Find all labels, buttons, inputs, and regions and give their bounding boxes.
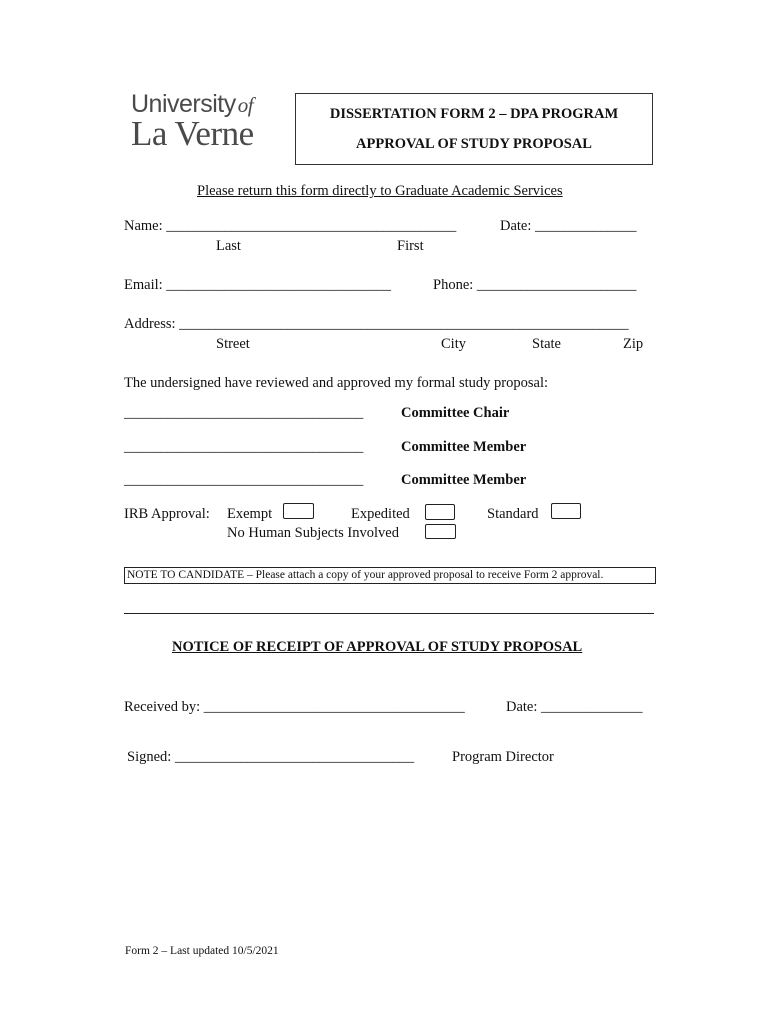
committee-member2-label: Committee Member — [401, 472, 527, 488]
expedited-label: Expedited — [351, 506, 410, 522]
note-to-candidate: NOTE TO CANDIDATE – Please attach a copy of your approved proposal to receive Form 2 approval. — [124, 567, 656, 584]
address-field[interactable]: Address: ______________________________________________________________ — [124, 316, 629, 332]
receipt-date-field[interactable]: Date: ______________ — [506, 699, 643, 715]
no-human-subjects-label: No Human Subjects Involved — [227, 525, 399, 541]
footer-version: Form 2 – Last updated 10/5/2021 — [125, 945, 279, 957]
program-director-label: Program Director — [452, 749, 554, 765]
logo-of-text: of — [237, 93, 254, 117]
committee-member1-signature-line[interactable]: _________________________________ — [124, 439, 364, 455]
last-label: Last — [216, 238, 241, 254]
phone-field[interactable]: Phone: ______________________ — [433, 277, 637, 293]
exempt-checkbox[interactable] — [283, 503, 314, 519]
first-label: First — [397, 238, 424, 254]
form-title-line2: APPROVAL OF STUDY PROPOSAL — [356, 136, 592, 152]
logo-university-text: University — [131, 90, 236, 118]
expedited-checkbox[interactable] — [425, 504, 455, 520]
received-by-field[interactable]: Received by: ____________________________________ — [124, 699, 465, 715]
exempt-label: Exempt — [227, 506, 273, 522]
standard-checkbox[interactable] — [551, 503, 581, 519]
city-label: City — [441, 336, 466, 352]
committee-chair-label: Committee Chair — [401, 405, 510, 421]
approval-statement: The undersigned have reviewed and approved my formal study proposal: — [124, 375, 548, 391]
committee-member2-signature-line[interactable]: _________________________________ — [124, 472, 364, 488]
email-field[interactable]: Email: _______________________________ — [124, 277, 392, 293]
name-field[interactable]: Name: ________________________________________ — [124, 218, 457, 234]
form-title-line1: DISSERTATION FORM 2 – DPA PROGRAM — [329, 106, 619, 122]
logo-la-verne-text: La Verne — [131, 114, 254, 153]
return-instruction: Please return this form directly to Graduate Academic Services — [197, 183, 563, 199]
section-divider — [124, 613, 654, 614]
receipt-section-title: NOTICE OF RECEIPT OF APPROVAL OF STUDY PROPOSAL — [172, 639, 583, 655]
no-human-subjects-checkbox[interactable] — [425, 524, 456, 539]
signed-field[interactable]: Signed: _________________________________ — [127, 749, 415, 765]
form-title-box — [295, 93, 653, 165]
date-field[interactable]: Date: ______________ — [500, 218, 637, 234]
street-label: Street — [216, 336, 250, 352]
irb-approval-label: IRB Approval: — [124, 506, 210, 522]
standard-label: Standard — [487, 506, 539, 522]
state-label: State — [532, 336, 561, 352]
zip-label: Zip — [623, 336, 644, 352]
committee-member1-label: Committee Member — [401, 439, 527, 455]
committee-chair-signature-line[interactable]: _________________________________ — [124, 405, 364, 421]
